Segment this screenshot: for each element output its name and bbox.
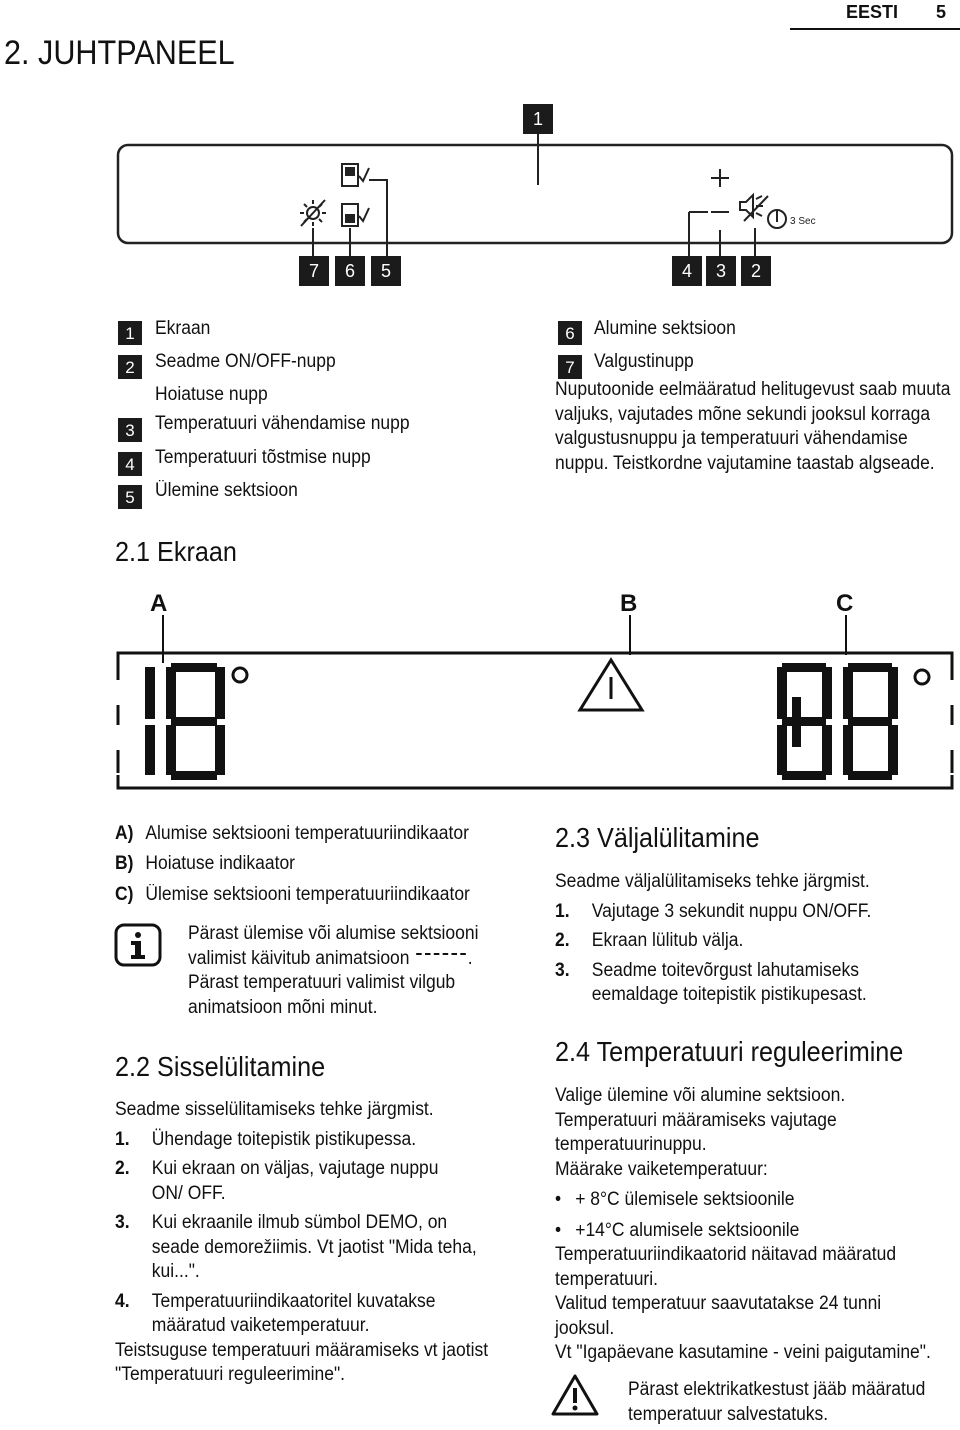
display-diagram <box>0 615 960 795</box>
degree-icon <box>233 668 247 682</box>
heading-2-1: 2.1 Ekraan <box>115 536 237 567</box>
control-panel-diagram <box>0 100 960 290</box>
indicator-item: C) Ülemise sektsiooni temperatuuriindikaator <box>115 884 470 905</box>
alarm-mute-icon <box>740 195 768 221</box>
display-label-a: A <box>150 590 168 617</box>
legend-text: Temperatuuri vähendamise nupp <box>155 413 410 434</box>
display-label-c: C <box>836 590 854 617</box>
legend-text: Valgustinupp <box>594 351 694 372</box>
info-icon <box>114 923 164 969</box>
header-rule <box>790 28 960 30</box>
legend-text: Ülemine sektsioon <box>155 480 298 501</box>
plus-icon <box>711 169 729 187</box>
legend-num: 1 <box>118 321 142 345</box>
callout-6: 6 <box>335 256 365 286</box>
legend-note: Nuputoonide eelmääratud helitugevust saab muuta valjuks, vajutades mõne sekundi jooksul korraga valgustusnuppu ja temperatuuri vähendamise nuppu. Teistkordne vajutamine taastab algseade. <box>555 379 951 474</box>
display-label-b: B <box>620 590 638 617</box>
legend-text: Temperatuuri tõstmise nupp <box>155 447 371 468</box>
heading-2-4: 2.4 Temperatuuri reguleerimine <box>555 1036 904 1067</box>
heading-2-2: 2.2 Sisselülitamine <box>115 1051 326 1082</box>
legend-num: 2 <box>118 355 142 379</box>
page-number: 5 <box>936 2 947 22</box>
callout-3: 3 <box>706 256 736 286</box>
language-label: EESTI <box>846 2 899 22</box>
section-2-3-body: Seadme väljalülitamiseks tehke järgmist. 1. Vajutage 3 sekundit nuppu ON/OFF. 2. Ekraan lülitub välja. 3. Seadme toitevõrgust lahutamiseks eemaldage toitepistik pistikupesast. <box>555 871 872 1005</box>
indicator-item: A) Alumise sektsiooni temperatuuriindikaator <box>115 823 469 844</box>
callout-1: 1 <box>523 104 553 134</box>
legend-num: 6 <box>558 321 582 345</box>
callout-5: 5 <box>371 256 401 286</box>
degree-icon <box>915 670 929 684</box>
indicator-item: B) Hoiatuse indikaator <box>115 853 296 874</box>
power-icon <box>768 210 786 228</box>
legend-num: 4 <box>118 452 142 476</box>
seven-seg-digit-8 <box>166 663 225 780</box>
warning-triangle-icon <box>580 660 642 710</box>
lower-compartment-icon <box>342 204 369 226</box>
callout-2: 2 <box>741 256 771 286</box>
seven-seg-digit-upper-2 <box>843 663 898 780</box>
section-2-4-body: Valige ülemine või alumine sektsioon. Temperatuuri määramiseks vajutage temperatuurinuppu. Määrake vaiketemperatuur: • + 8°C ülemisele sektsioonile • +14°C alumisele sektsioonile Temperatuuriindikaatorid näitavad määratud temperatuuri. Valitud temperatuur saavutatakse 24 tunni jooksul. Vt "Igapäevane kasutamine - veini paigutamine". <box>555 1085 931 1363</box>
info-note: Pärast ülemise või alumise sektsiooni valimist käivitub animatsioon . Pärast temperatuuri valimist vilgub animatsioon mõni minut. <box>188 923 479 1018</box>
seven-seg-digit-1 <box>145 667 155 775</box>
section-2-2-body: Seadme sisselülitamiseks tehke järgmist. 1. Ühendage toitepistik pistikupessa. 2. Kui ekraan on väljas, vajutage nuppu ON/ OFF. 3. Kui ekraanile ilmub sümbol DEMO, on seade demorežiimis. Vt jaotist "Mida teha, kui...". 4. Temperatuuriindikaatoritel kuvatakse määratud vaiketemperatuur. Teistsuguse temperatuuri määramiseks vt jaotist "Temperatuuri reguleerimine". <box>115 1099 489 1385</box>
seven-seg-digit-upper-1 <box>777 663 832 780</box>
legend-num: 3 <box>118 418 142 442</box>
upper-compartment-icon <box>342 164 369 186</box>
legend-text: Alumine sektsioon <box>594 318 736 339</box>
heading-2-3: 2.3 Väljalülitamine <box>555 822 760 853</box>
warning-icon <box>550 1372 600 1418</box>
light-off-icon <box>300 200 326 226</box>
legend-text: Ekraan <box>155 318 211 339</box>
legend-text: Seadme ON/OFF-nupp <box>155 351 336 372</box>
section-title: 2. JUHTPANEEL <box>4 34 235 72</box>
legend-text: Hoiatuse nupp <box>155 384 268 405</box>
three-sec-label: 3 Sec <box>790 216 816 227</box>
legend-num: 7 <box>558 355 582 379</box>
warning-note: Pärast elektrikatkestust jääb määratud temperatuur salvestatuks. <box>628 1379 926 1425</box>
callout-4: 4 <box>672 256 702 286</box>
callout-7: 7 <box>299 256 329 286</box>
legend-num: 5 <box>118 485 142 509</box>
